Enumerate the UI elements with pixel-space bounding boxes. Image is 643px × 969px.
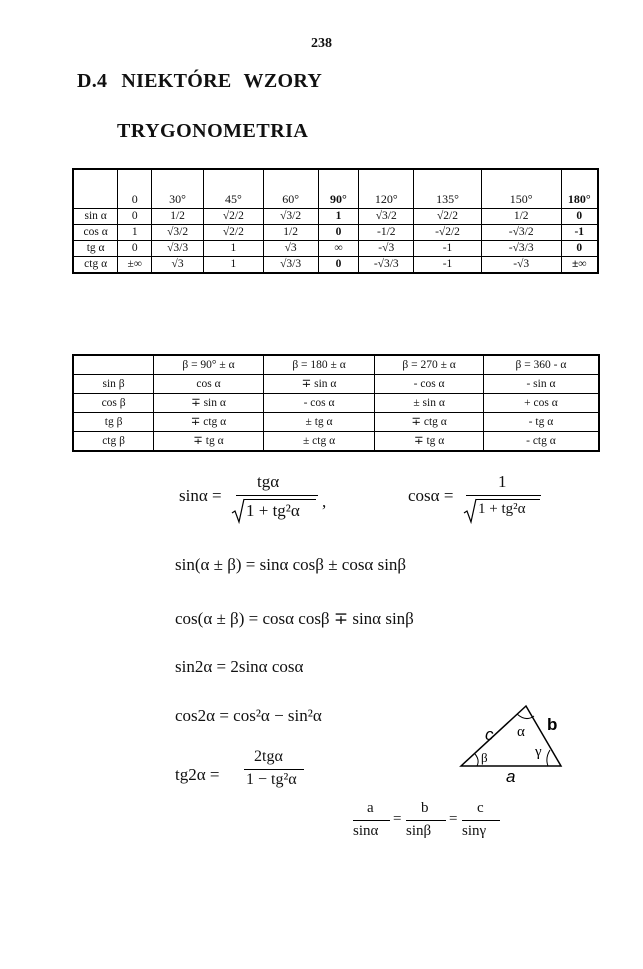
double-sin-formula: sin2α = 2sinα cosα xyxy=(175,657,304,676)
column-header: 150° xyxy=(481,169,561,209)
table-cell: - tg α xyxy=(483,413,599,432)
column-header: β = 360 - α xyxy=(483,355,599,375)
table-cell: ∓ sin α xyxy=(263,375,375,394)
section-number: D.4 xyxy=(77,70,108,92)
cos-formula-lhs: cosα = xyxy=(408,486,454,505)
sum-cos-formula: cos(α ± β) = cosα cosβ ∓ sinα sinβ xyxy=(175,609,414,628)
column-header xyxy=(73,355,154,375)
sqrt-bar xyxy=(476,499,540,500)
tg2-denominator: 1 − tg²α xyxy=(246,771,297,788)
table-cell: 1 xyxy=(203,257,263,274)
law-equals-2: = xyxy=(449,811,458,827)
table-cell: √3 xyxy=(263,241,318,257)
angle-beta-label: β xyxy=(481,750,488,765)
table-cell: -1 xyxy=(414,241,482,257)
table-cell: - cos α xyxy=(375,375,484,394)
table-cell: √3/3 xyxy=(152,241,204,257)
table-cell: √2/2 xyxy=(414,209,482,225)
table-cell: cos α xyxy=(154,375,264,394)
table-cell: ± ctg α xyxy=(263,432,375,452)
column-header: β = 90° ± α xyxy=(154,355,264,375)
law-denominator-a: sinα xyxy=(353,823,379,839)
law-equals-1: = xyxy=(393,811,402,827)
table-cell: 0 xyxy=(318,225,359,241)
table-row xyxy=(73,257,598,274)
table-cell: - sin α xyxy=(483,375,599,394)
table-cell: -1 xyxy=(561,225,598,241)
side-c-label: c xyxy=(485,725,494,744)
row-label: cos β xyxy=(73,394,154,413)
table-cell: ±∞ xyxy=(561,257,598,274)
reduction-formulas-table xyxy=(72,354,600,452)
law-numerator-a: a xyxy=(367,800,374,816)
table-cell: -√3 xyxy=(359,241,414,257)
table-row xyxy=(73,413,599,432)
row-label: sin β xyxy=(73,375,154,394)
table-cell: ∓ tg α xyxy=(154,432,264,452)
table-row xyxy=(73,432,599,452)
sqrt-icon xyxy=(231,498,245,524)
cos-formula-numerator: 1 xyxy=(498,472,507,491)
table-row xyxy=(73,241,598,257)
cos-fraction-bar xyxy=(466,495,541,496)
table-cell: + cos α xyxy=(483,394,599,413)
table-row xyxy=(73,225,598,241)
triangle-diagram xyxy=(455,698,575,788)
table-cell: √2/2 xyxy=(203,225,263,241)
table-cell: ± tg α xyxy=(263,413,375,432)
table-cell: 1 xyxy=(118,225,152,241)
table-header-row xyxy=(73,355,599,375)
law-numerator-c: c xyxy=(477,800,484,816)
table-cell: 1/2 xyxy=(481,209,561,225)
comma: , xyxy=(322,492,327,511)
table-cell: - cos α xyxy=(263,394,375,413)
table-cell: 0 xyxy=(118,241,152,257)
section-heading xyxy=(77,70,322,93)
table-cell: 1/2 xyxy=(152,209,204,225)
table-cell: -√3 xyxy=(481,257,561,274)
column-header: 30° xyxy=(152,169,204,209)
table-cell: 0 xyxy=(561,209,598,225)
column-header: 180° xyxy=(561,169,598,209)
law-bar-a xyxy=(353,820,390,821)
row-label: cos α xyxy=(73,225,118,241)
table-cell: - ctg α xyxy=(483,432,599,452)
row-label: sin α xyxy=(73,209,118,225)
column-header: 135° xyxy=(414,169,482,209)
table-cell: ±∞ xyxy=(118,257,152,274)
law-denominator-c: sinγ xyxy=(462,823,487,839)
table-cell: √3 xyxy=(152,257,204,274)
table-cell: 1/2 xyxy=(263,225,318,241)
row-label: ctg α xyxy=(73,257,118,274)
table-cell: 0 xyxy=(318,257,359,274)
table-cell: ± sin α xyxy=(375,394,484,413)
column-header: β = 180 ± α xyxy=(263,355,375,375)
law-bar-c xyxy=(462,820,500,821)
triangle-shape xyxy=(461,706,561,766)
angle-alpha-label: α xyxy=(517,724,525,740)
table-cell: -√3/3 xyxy=(481,241,561,257)
sin-formula-lhs: sinα = xyxy=(179,486,222,505)
table-cell: -1/2 xyxy=(359,225,414,241)
sin-formula-denominator: 1 + tg²α xyxy=(246,501,300,520)
table-cell: ∓ ctg α xyxy=(154,413,264,432)
angle-beta-arc xyxy=(475,754,478,766)
column-header: 60° xyxy=(263,169,318,209)
row-label: tg α xyxy=(73,241,118,257)
trig-values-table xyxy=(72,168,599,274)
sum-sin-formula: sin(α ± β) = sinα cosβ ± cosα sinβ xyxy=(175,555,407,574)
column-header: 120° xyxy=(359,169,414,209)
table-row xyxy=(73,209,598,225)
sqrt-bar xyxy=(244,499,316,500)
sqrt-icon xyxy=(463,498,477,524)
table-row xyxy=(73,394,599,413)
law-bar-b xyxy=(406,820,446,821)
table-cell: √2/2 xyxy=(203,209,263,225)
table-cell: -√3/3 xyxy=(359,257,414,274)
table-cell: -√2/2 xyxy=(414,225,482,241)
double-cos-formula: cos2α = cos²α − sin²α xyxy=(175,706,322,725)
page-number: 238 xyxy=(311,36,332,51)
table-cell: 1 xyxy=(318,209,359,225)
table-cell: √3/2 xyxy=(152,225,204,241)
table-row xyxy=(73,375,599,394)
table-cell: ∓ sin α xyxy=(154,394,264,413)
angle-gamma-arc xyxy=(547,750,550,766)
column-header: 90° xyxy=(318,169,359,209)
table-cell: √3/2 xyxy=(263,209,318,225)
section-title-1: NIEKTÓRE xyxy=(121,70,232,92)
table-cell: ∓ ctg α xyxy=(375,413,484,432)
table-cell: √3/3 xyxy=(263,257,318,274)
side-b-label: b xyxy=(547,715,558,734)
column-header: 45° xyxy=(203,169,263,209)
table-cell: 0 xyxy=(561,241,598,257)
sin-fraction-bar xyxy=(236,495,318,496)
column-header xyxy=(73,169,118,209)
subheading: TRYGONOMETRIA xyxy=(117,120,309,142)
table-cell: ∞ xyxy=(318,241,359,257)
row-label: tg β xyxy=(73,413,154,432)
table-cell: 1 xyxy=(203,241,263,257)
table-cell: √3/2 xyxy=(359,209,414,225)
tg2-formula-lhs: tg2α = xyxy=(175,765,220,784)
table-cell: -√3/2 xyxy=(481,225,561,241)
cos-formula-denominator: 1 + tg²α xyxy=(478,501,526,517)
table-cell: 0 xyxy=(118,209,152,225)
table-header-row xyxy=(73,169,598,209)
row-label: ctg β xyxy=(73,432,154,452)
law-numerator-b: b xyxy=(421,800,429,816)
side-a-label: a xyxy=(506,767,516,786)
angle-gamma-label: γ xyxy=(535,744,542,760)
table-cell: -1 xyxy=(414,257,482,274)
tg2-numerator: 2tgα xyxy=(254,748,283,765)
column-header: 0 xyxy=(118,169,152,209)
table-cell: ∓ tg α xyxy=(375,432,484,452)
tg2-fraction-bar xyxy=(244,769,304,770)
column-header: β = 270 ± α xyxy=(375,355,484,375)
sin-formula-numerator: tgα xyxy=(257,472,280,491)
section-title-2: WZORY xyxy=(243,70,323,92)
law-denominator-b: sinβ xyxy=(406,823,432,839)
